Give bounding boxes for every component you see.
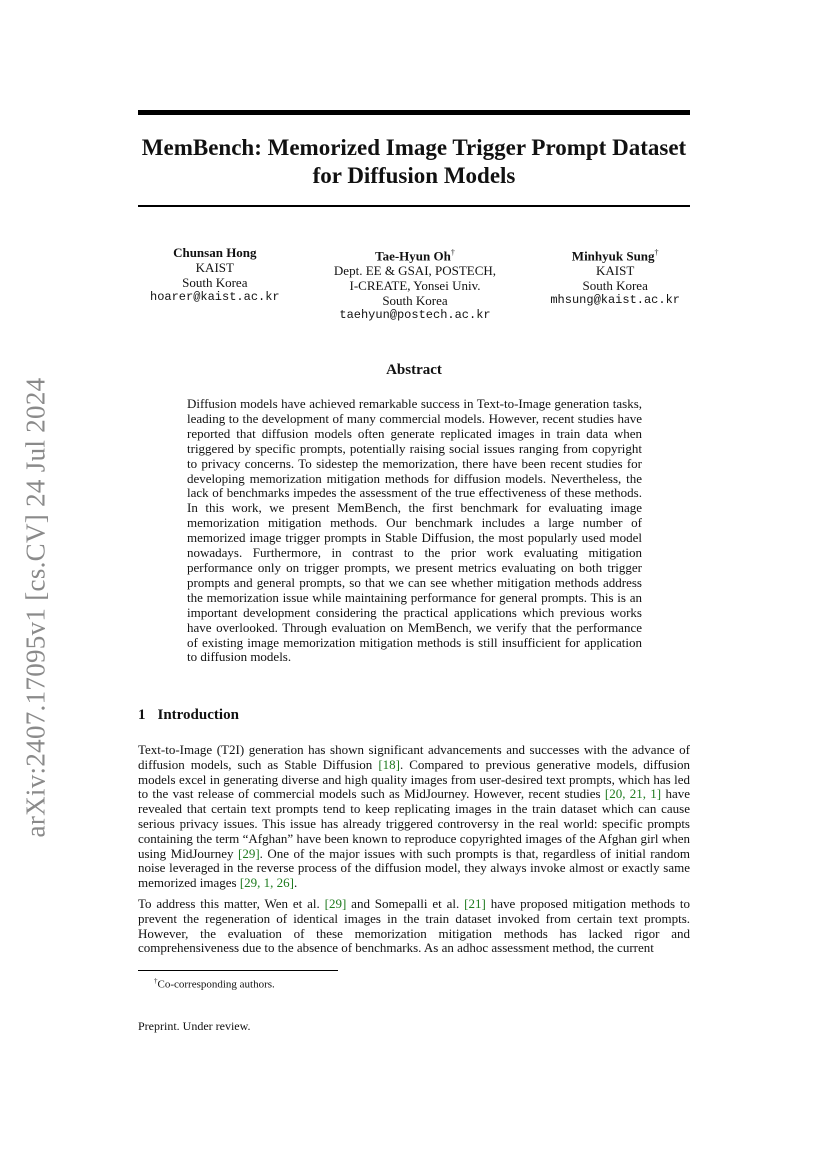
section-number: 1 <box>138 707 146 723</box>
author-email: taehyun@postech.ac.kr <box>339 308 491 323</box>
footnote <box>154 977 275 991</box>
author-affiliation: KAIST <box>195 260 234 275</box>
author-3 <box>550 245 680 323</box>
author-name: Chunsan Hong <box>173 245 257 260</box>
abstract-text: Diffusion models have achieved remarkable success in Text-to-Image generation tasks, leading to the development of many commercial models. However, recent studies have reported that diffusion models often generate replicated images in train data when triggered by specific prompts, potentially raising social issues ranging from copyright to privacy concerns. To sidestep the memorization, there have been recent studies for developing memorization mitigation methods for diffusion models. Nevertheless, the lack of benchmarks impedes the assessment of the true effectiveness of these methods. In this work, we present MemBench, the first benchmark for evaluating image memorization mitigation methods. Our benchmark includes a large number of memorized image trigger prompts in Stable Diffusion, the most popularly used model nowadays. Furthermore, in contrast to the prior work evaluating mitigation performance only on trigger prompts, we present metrics evaluating on both trigger prompts and general prompts, so that we can see whether mitigation methods address the memorization issue while maintaining performance for general prompts. This is an important development considering the practical applications which previous works have overlooked. Through evaluation on MemBench, we verify that the performance of existing image memorization mitigation methods is still insufficient for application to diffusion models. <box>187 396 642 665</box>
citation-link[interactable]: [29, 1, 26] <box>239 875 294 891</box>
author-country: South Korea <box>182 275 248 290</box>
author-block <box>150 245 680 323</box>
author-affiliation: KAIST <box>596 263 635 279</box>
abstract-heading: Abstract <box>386 362 442 378</box>
corresponding-mark: † <box>450 248 455 257</box>
footnote-text: Co-corresponding authors. <box>157 978 275 991</box>
arxiv-identifier-text: arXiv:2407.17095v1 [cs.CV] 24 Jul 2024 <box>20 377 51 838</box>
arxiv-identifier-stamp <box>10 370 62 845</box>
author-name: Minhyuk Sung† <box>571 248 659 264</box>
citation-link[interactable]: [18] <box>378 756 400 772</box>
citation-link[interactable]: [20, 21, 1] <box>604 786 662 802</box>
intro-paragraph-2: To address this matter, Wen et al. [29] and Somepalli et al. [21] have proposed mitigation methods to prevent the regeneration of identical images in the train dataset invoked from certain text prompts. However, the evaluation of these memorization mitigation methods has lacked rigor and comprehensiveness due to the absence of benchmarks. As an adhoc assessment method, the current <box>138 895 690 956</box>
footnote-mark: † <box>154 977 158 985</box>
title-top-rule <box>138 110 690 115</box>
footnote-rule <box>138 970 338 971</box>
corresponding-mark: † <box>654 248 659 257</box>
author-affiliation: Dept. EE & GSAI, POSTECH, <box>333 263 497 279</box>
citation-link[interactable]: [29] <box>324 895 347 911</box>
author-country: South Korea <box>582 278 648 294</box>
intro-paragraph-1: Text-to-Image (T2I) generation has shown significant advancements and successes with the advance of diffusion models, such as Stable Diffusion [18]. Compared to previous generative models, diffusion models excel in generating diverse and high quality images from user-desired text prompts, which has led to the vast release of commercial models such as MidJourney. However, recent studies [20, 21, 1] have revealed that certain text prompts tend to keep replicating images in the train dataset which can cause serious privacy issues. This issue has already triggered controversy in the real world: specific prompts containing the term “Afghan” have been known to reproduce copyrighted images of the Afghan girl when using MidJourney [29]. One of the major issues with such prompts is that, regardless of initial random noise leveraged in the reverse process of the diffusion model, they always invoke almost or exactly same memorized images [29, 1, 26]. <box>138 742 691 891</box>
author-email: mhsung@kaist.ac.kr <box>550 293 680 308</box>
title-bottom-rule <box>138 205 690 207</box>
paper-title: MemBench: Memorized Image Trigger Prompt Dataset for Diffusion Models <box>141 135 687 188</box>
author-affiliation-2: I-CREATE, Yonsei Univ. <box>349 278 481 294</box>
section-heading <box>138 707 239 724</box>
author-1 <box>150 245 280 323</box>
author-2 <box>334 245 496 323</box>
section-title: Introduction <box>157 707 239 723</box>
citation-link[interactable]: [21] <box>464 895 486 911</box>
author-email: hoarer@kaist.ac.kr <box>150 290 280 304</box>
author-country: South Korea <box>382 293 448 309</box>
introduction-body <box>138 743 690 962</box>
author-name: Tae-Hyun Oh† <box>375 248 455 264</box>
preprint-notice: Preprint. Under review. <box>138 1019 251 1033</box>
citation-link[interactable]: [29] <box>237 845 260 861</box>
